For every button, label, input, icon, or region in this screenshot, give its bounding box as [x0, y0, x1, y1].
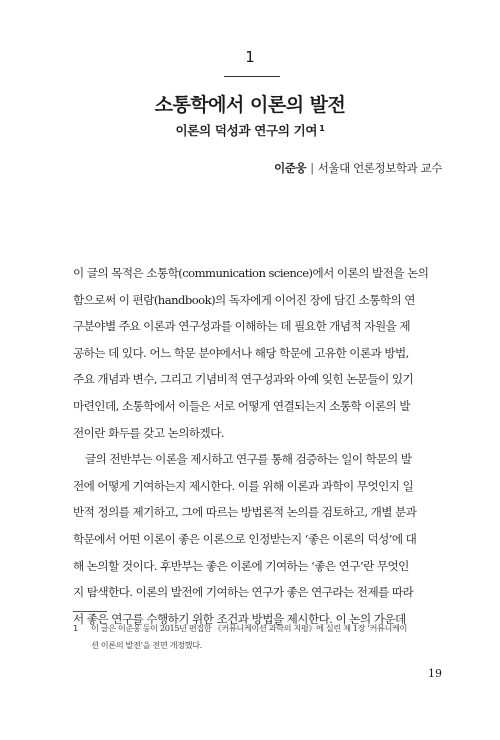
author-separator: |: [310, 161, 314, 175]
body-line: 이 글의 목적은 소통학(communication science)에서 이론의 발전을 논의: [73, 266, 429, 280]
footnote-line: [73, 620, 442, 637]
body-line: 학문에서 어떤 이론이 좋은 이론으로 인정받는지 ‘좋은 이론의 덕성’에 대: [73, 531, 417, 546]
body-line: 구분야별 주요 이론과 연구성과를 이해하는 데 필요한 개념적 자원을 제: [73, 319, 411, 334]
body-line: 지 탐색한다. 이론의 발전에 기여하는 연구가 좋은 연구라는 전제를 따라: [73, 585, 414, 600]
body-text: [73, 260, 442, 632]
body-line: 서 좋은 연구를 수행하기 위한 조건과 방법을 제시한다. 이 논의 가운데: [73, 611, 406, 626]
footnote-line: 션 이론의 발전’을 전면 개정했다.: [91, 640, 202, 650]
footnote: [73, 620, 442, 654]
body-line: 반적 정의를 제기하고, 그에 따르는 방법론적 논의를 검토하고, 개별 분과: [73, 505, 417, 520]
title-rule: [224, 76, 280, 77]
chapter-title: 소통학에서 이론의 발전: [154, 94, 346, 116]
body-line: 글의 전반부는 이론을 제시하고 연구를 통해 검증하는 일이 학문의 발: [85, 452, 412, 467]
author-line: [274, 160, 442, 176]
body-line: 마련인데, 소통학에서 이들은 서로 어떻게 연결되는지 소통학 이론의 발: [73, 398, 411, 413]
author-name: 이준웅: [274, 161, 307, 175]
footnote-rule: [73, 611, 107, 612]
footnote-text: 이 글은 이준웅 등이 2015년 편집한 《커뮤니케이션 과학의 지평》에 실린 제 1장 ‘커뮤니케이: [91, 623, 408, 633]
body-line: 전에 어떻게 기여하는지 제시한다. 이를 위해 이론과 과학이 무엇인지 일: [73, 478, 414, 493]
chapter-subtitle: [0, 121, 500, 139]
body-line: 주요 개념과 변수, 그리고 기념비적 연구성과와 아예 잊힌 논문들이 있기: [73, 372, 414, 387]
body-line: 전이란 화두를 갖고 논의하겠다.: [73, 425, 224, 440]
body-line: 함으로써 이 편람(handbook)의 독자에게 이어진 장에 담긴 소통학의 연: [73, 292, 415, 307]
page-number: 19: [428, 667, 442, 680]
body-line: 해 논의할 것이다. 후반부는 좋은 이론에 기여하는 ‘좋은 연구’란 무엇인: [73, 558, 409, 573]
chapter-number: 1: [245, 48, 255, 66]
subtitle-text: 이론의 덕성과 연구의 기여: [175, 123, 318, 138]
author-affiliation: 서울대 언론정보학과 교수: [317, 161, 442, 175]
footnote-marker[interactable]: 1: [319, 124, 325, 133]
footnote-number: 1: [73, 623, 78, 633]
body-line: 공하는 데 있다. 어느 학문 분야에서나 해당 학문에 고유한 이론과 방법,: [73, 345, 409, 360]
